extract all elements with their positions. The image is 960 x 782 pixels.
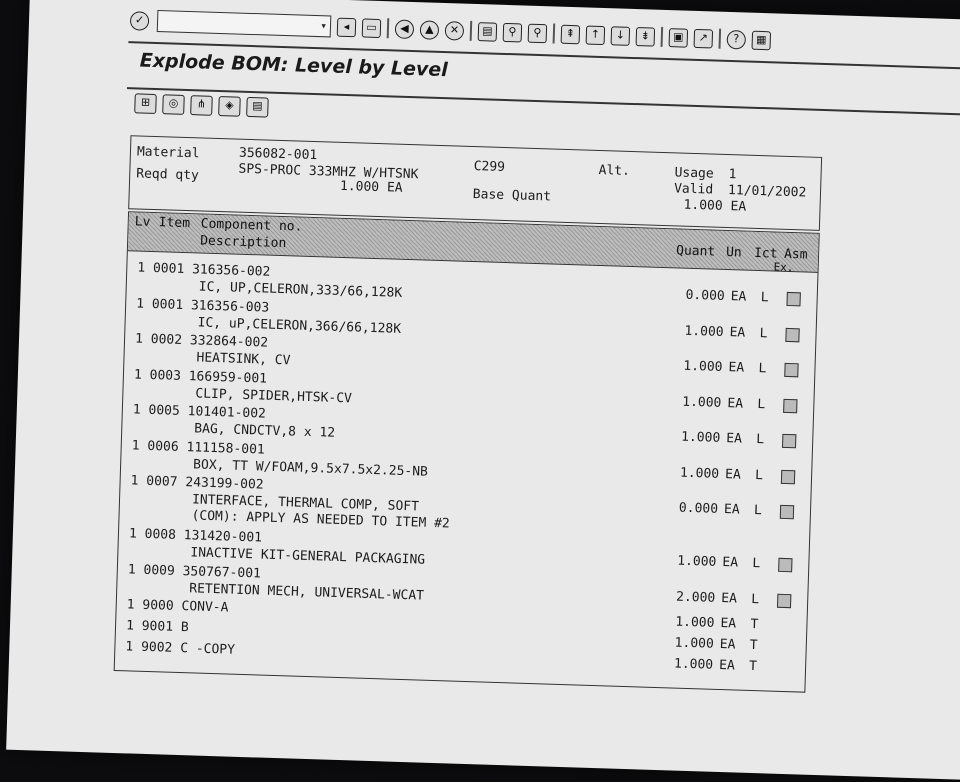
reqd-qty-value: 1.000 EA [339,178,403,196]
row-unit: EA [727,395,744,412]
toolbar-separator [470,21,473,41]
find-next-icon[interactable]: ⚲ [528,23,548,43]
explode-icon[interactable]: ⋔ [190,95,213,116]
row-quantity: 1.000 [684,323,724,340]
find-icon[interactable]: ⚲ [503,22,523,42]
enter-icon[interactable]: ✓ [130,11,150,31]
assembly-checkbox[interactable] [783,398,797,412]
plant-value: C299 [473,159,506,176]
row-quantity: 1.000 [675,614,715,631]
row-quantity: 1.000 [674,635,715,652]
prev-page-icon[interactable]: ↑ [586,25,606,45]
row-item-category: T [750,616,759,633]
row-code: 1 9000 CONV-A [126,597,229,616]
row-item-category: T [749,637,758,654]
exit-icon[interactable]: ◀ [395,19,415,39]
col-asm[interactable]: Asm [783,246,808,263]
assembly-checkbox[interactable] [784,363,798,377]
row-quantity: 0.000 [685,287,725,304]
row-unit: EA [726,431,743,447]
valid-label: Valid [673,181,714,198]
row-item-category: L [754,467,764,483]
material-description: SPS-PROC 333MHZ W/HTSNK [238,161,419,183]
row-quantity: 1.000 [677,553,717,570]
row-quantity: 1.000 [683,358,723,375]
row-item-category: L [756,432,765,448]
col-component[interactable]: Component no. [200,216,303,235]
assembly-checkbox[interactable] [785,327,799,341]
row-unit: EA [728,360,745,376]
alt-label: Alt. [598,162,631,179]
row-item-category: L [760,290,769,306]
display-icon[interactable]: ◎ [162,94,185,115]
bom-component-list [114,211,820,693]
base-quant-value: 1.000 EA [683,197,747,215]
col-ex[interactable]: Ex. [773,260,794,275]
assembly-checkbox[interactable] [780,505,794,519]
printout-sheet [6,0,960,781]
command-field[interactable] [157,10,332,37]
assembly-checkbox[interactable] [781,469,795,483]
row-code: 1 0002 332864-002 [134,331,269,351]
layout-icon[interactable]: ▦ [751,30,771,50]
where-used-icon[interactable]: ◈ [218,96,241,117]
row-unit: EA [718,657,736,674]
col-ict[interactable]: Ict [753,245,778,262]
last-page-icon[interactable]: ⇟ [636,27,656,47]
row-item-category: L [753,503,763,519]
row-item-category: L [750,591,760,607]
next-page-icon[interactable]: ↓ [611,26,631,46]
row-unit: EA [721,590,738,607]
application-toolbar [134,93,275,117]
row-code: 1 9001 B [125,618,189,636]
row-code: 1 0001 316356-003 [135,295,270,316]
shortcut-icon[interactable]: ↗ [694,28,714,48]
row-item-category: L [757,396,766,412]
row-unit: EA [724,466,742,483]
row-description: INTERFACE, THERMAL COMP, SOFT [191,492,420,515]
reqd-qty-label: Reqd qty [136,166,200,184]
col-un[interactable]: Un [725,244,742,261]
material-value: 356082-001 [238,145,318,164]
assembly-checkbox[interactable] [778,558,792,572]
print-list-icon[interactable]: ▤ [246,97,269,118]
row-quantity: 1.000 [682,394,722,411]
assembly-checkbox[interactable] [786,292,800,306]
row-description: RETENTION MECH, UNIVERSAL-WCAT [189,580,425,604]
row-description: INACTIVE KIT-GENERAL PACKAGING [190,545,426,568]
row-quantity: 2.000 [675,589,716,606]
material-label: Material [136,144,200,162]
row-description: CLIP, SPIDER,HTSK-CV [195,385,353,406]
row-code: 1 0003 166959-001 [133,366,268,387]
row-unit: EA [722,555,739,571]
chevron-down-icon[interactable]: ▾ [320,19,328,33]
row-code: 1 0009 350767-001 [127,561,262,582]
row-description: HEATSINK, CV [196,350,291,369]
row-description: BAG, CNDCTV,8 x 12 [194,421,336,441]
row-quantity: 1.000 [680,429,721,446]
row-quantity: 1.000 [673,656,714,673]
page-title: Explode BOM: Level by Level [139,49,449,82]
valid-date: 11/01/2002 [727,183,807,201]
row-item-category: L [759,325,768,341]
row-code: 1 9002 C -COPY [125,639,236,658]
row-description: IC, uP,CELERON,366/66,128K [197,314,402,337]
row-unit: EA [729,324,746,341]
col-quant[interactable]: Quant [675,243,716,260]
col-description[interactable]: Description [199,233,287,252]
row-item-category: L [758,361,767,377]
cancel-icon[interactable]: ✕ [445,21,465,41]
row-quantity: 0.000 [678,500,719,517]
toolbar-separator [387,18,390,38]
row-item-category: T [748,658,758,675]
toolbar-separator [553,23,556,43]
help-icon[interactable]: ? [727,29,747,49]
back-icon[interactable]: ◂ [337,17,357,37]
row-code: 1 0001 316356-002 [137,260,271,280]
col-item[interactable]: Item [158,215,191,232]
row-unit: EA [720,616,737,632]
print-icon[interactable]: ▤ [478,22,498,42]
first-page-icon[interactable]: ⇞ [561,24,581,44]
base-quant-label: Base Quant [472,187,552,205]
toolbar-separator [718,29,721,49]
row-code: 1 0005 101401-002 [132,402,267,422]
toolbar-separator [661,27,664,47]
save-icon[interactable]: ▭ [362,18,382,38]
usage-label: Usage [674,165,714,182]
usage-value: 1 [728,167,737,183]
assembly-checkbox[interactable] [782,434,796,448]
row-code: 1 0007 243199-002 [130,473,264,493]
row-unit: EA [730,289,747,305]
row-description-2: (COM): APPLY AS NEEDED TO ITEM #2 [191,508,450,532]
row-code: 1 0006 111158-001 [131,437,265,458]
component-rows [115,260,817,681]
row-unit: EA [719,636,736,653]
assembly-checkbox[interactable] [777,593,791,607]
new-session-icon[interactable]: ▣ [669,28,689,48]
row-description: BOX, TT W/FOAM,9.5x7.5x2.25-NB [192,456,429,480]
up-icon[interactable]: ▲ [420,20,440,40]
row-item-category: L [752,555,761,572]
row-description: IC, UP,CELERON,333/66,128K [198,279,403,301]
row-code: 1 0008 131420-001 [128,526,263,546]
col-lv[interactable]: Lv [134,214,151,230]
row-quantity: 1.000 [679,465,720,482]
row-unit: EA [723,502,740,518]
hierarchy-icon[interactable]: ⊞ [134,93,157,114]
